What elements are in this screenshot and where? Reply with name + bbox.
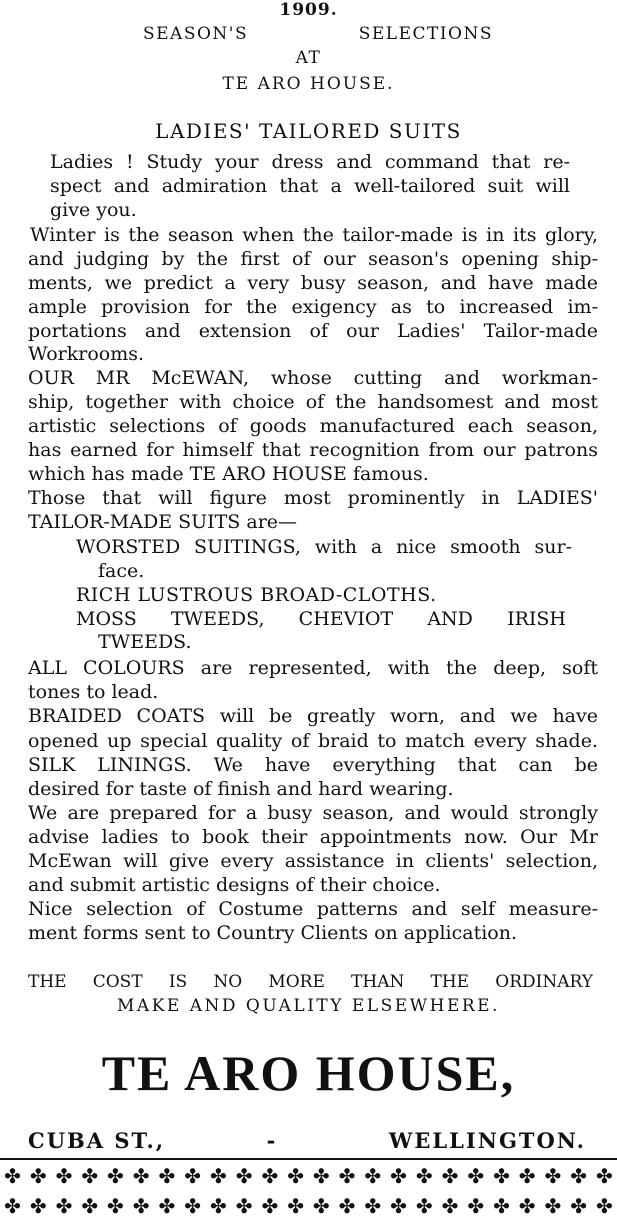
body-line: Workrooms. [28, 343, 145, 365]
body-line: portations and extension of our Ladies' Tailor-made [28, 320, 598, 342]
body-line: ship, together with choice of the handsomest and most [28, 391, 598, 413]
ornament-icon: ✤ [312, 1164, 330, 1188]
section-title: LADIES' TAILORED SUITS [155, 119, 462, 143]
address-street: CUBA ST., [28, 1128, 166, 1153]
body-line: advise ladies to book their appointments now. Our Mr [28, 826, 598, 848]
body-line: tones to lead. [28, 681, 159, 703]
ornament-icon: ✤ [467, 1164, 485, 1188]
ornament-icon: ✤ [81, 1164, 99, 1188]
ornament-icon: ✤ [261, 1164, 279, 1188]
ornament-icon: ✤ [235, 1164, 253, 1188]
ornament-icon: ✤ [441, 1194, 459, 1218]
ornament-icon: ✤ [235, 1194, 253, 1218]
ornament-icon: ✤ [415, 1194, 433, 1218]
ornament-icon: ✤ [184, 1164, 202, 1188]
ornament-icon: ✤ [184, 1194, 202, 1218]
body-line: has earned for himself that recognition from our patrons [28, 439, 598, 461]
ornament-icon: ✤ [261, 1194, 279, 1218]
ornament-icon: ✤ [209, 1194, 227, 1218]
ornament-icon: ✤ [390, 1164, 407, 1188]
ornament-icon: ✤ [132, 1164, 150, 1188]
ornament-icon: ✤ [570, 1194, 588, 1218]
ornament-icon: ✤ [312, 1194, 330, 1218]
body-line: give you. [50, 199, 137, 221]
list-line: MOSS TWEEDS, CHEVIOT AND IRISH [76, 608, 566, 630]
body-line: Winter is the season when the tailor-made is in its glory, [30, 224, 598, 246]
ornament-icon: ✤ [158, 1194, 176, 1218]
ornament-icon: ✤ [107, 1164, 124, 1188]
header-at: AT [295, 48, 322, 68]
ornament-icon: ✤ [493, 1164, 510, 1188]
ornament-icon: ✤ [364, 1164, 382, 1188]
body-line: Ladies ! Study your dress and command that re- [50, 151, 570, 173]
body-line: Those that will figure most prominently in LADIES' [28, 487, 598, 509]
ornament-icon: ✤ [338, 1194, 356, 1218]
body-line: spect and admiration that a well-tailored suit will [50, 175, 570, 197]
ornament-icon: ✤ [544, 1194, 562, 1218]
body-line: ment forms sent to Country Clients on application. [28, 922, 518, 944]
ornament-icon: ✤ [364, 1194, 382, 1218]
list-line: face. [98, 560, 145, 582]
ornament-icon: ✤ [544, 1164, 562, 1188]
header-row [143, 24, 493, 44]
ornament-icon: ✤ [4, 1164, 21, 1188]
body-line: SILK LININGS. We have everything that can be [28, 754, 598, 776]
body-line: which has made TE ARO HOUSE famous. [28, 463, 429, 485]
body-line: and judging by the first of our season's opening ship- [28, 248, 598, 270]
list-line: TWEEDS. [98, 631, 192, 653]
header-house: TE ARO HOUSE. [222, 74, 395, 94]
ornament-icon: ✤ [29, 1164, 47, 1188]
ornament-icon: ✤ [596, 1164, 613, 1188]
body-line: opened up special quality of braid to match every shade. [28, 730, 598, 752]
ornamental-border-row [0, 1164, 617, 1218]
address-dash: - [266, 1128, 278, 1153]
body-line: We are prepared for a busy season, and would strongly [28, 802, 598, 824]
address-city: WELLINGTON. [388, 1128, 586, 1153]
body-line: BRAIDED COATS will be greatly worn, and we have [28, 705, 598, 727]
ornament-icon: ✤ [415, 1164, 433, 1188]
year: 1909. [279, 0, 338, 20]
header-seasons: SEASON'S [143, 24, 249, 44]
cost-line-1: THE COST IS NO MORE THAN THE ORDINARY [28, 972, 593, 992]
ornament-icon: ✤ [132, 1194, 150, 1218]
body-line: TAILOR-MADE SUITS are— [28, 511, 298, 533]
ornamental-border [0, 1158, 617, 1160]
ornament-icon: ✤ [441, 1164, 459, 1188]
ornament-icon: ✤ [4, 1194, 21, 1218]
store-name: TE ARO HOUSE, [101, 1045, 516, 1101]
body-line: ample provision for the exigency as to increased im- [28, 296, 598, 318]
ornament-icon: ✤ [493, 1194, 510, 1218]
ornament-icon: ✤ [518, 1164, 536, 1188]
ornament-icon: ✤ [518, 1194, 536, 1218]
body-line: ALL COLOURS are represented, with the deep, soft [28, 657, 598, 679]
ornament-icon: ✤ [107, 1194, 124, 1218]
ornament-icon: ✤ [287, 1194, 304, 1218]
body-line: ments, we predict a very busy season, and have made [28, 272, 598, 294]
ornament-icon: ✤ [158, 1164, 176, 1188]
ornament-icon: ✤ [338, 1164, 356, 1188]
ornament-icon: ✤ [55, 1194, 73, 1218]
list-line: WORSTED SUITINGS, with a nice smooth sur- [76, 536, 572, 558]
body-line: OUR MR McEWAN, whose cutting and workman- [28, 367, 598, 389]
body-line: McEwan will give every assistance in clients' selection, [28, 850, 598, 872]
ornament-icon: ✤ [596, 1194, 613, 1218]
cost-line-2: MAKE AND QUALITY ELSEWHERE. [117, 996, 500, 1016]
ornament-icon: ✤ [209, 1164, 227, 1188]
ornament-icon: ✤ [287, 1164, 304, 1188]
ornament-icon: ✤ [81, 1194, 99, 1218]
list-line: RICH LUSTROUS BROAD-CLOTHS. [76, 584, 437, 606]
ornament-icon: ✤ [467, 1194, 485, 1218]
ornament-icon: ✤ [55, 1164, 73, 1188]
ornament-icon: ✤ [390, 1194, 407, 1218]
body-line: artistic selections of goods manufactured each season, [28, 415, 598, 437]
body-line: and submit artistic designs of their choice. [28, 874, 441, 896]
ornament-icon: ✤ [29, 1194, 47, 1218]
ornament-icon: ✤ [570, 1164, 588, 1188]
body-line: Nice selection of Costume patterns and self measure- [28, 898, 598, 920]
address-row [28, 1128, 586, 1153]
body-line: desired for taste of finish and hard wearing. [28, 778, 454, 800]
header-selections: SELECTIONS [358, 24, 493, 44]
